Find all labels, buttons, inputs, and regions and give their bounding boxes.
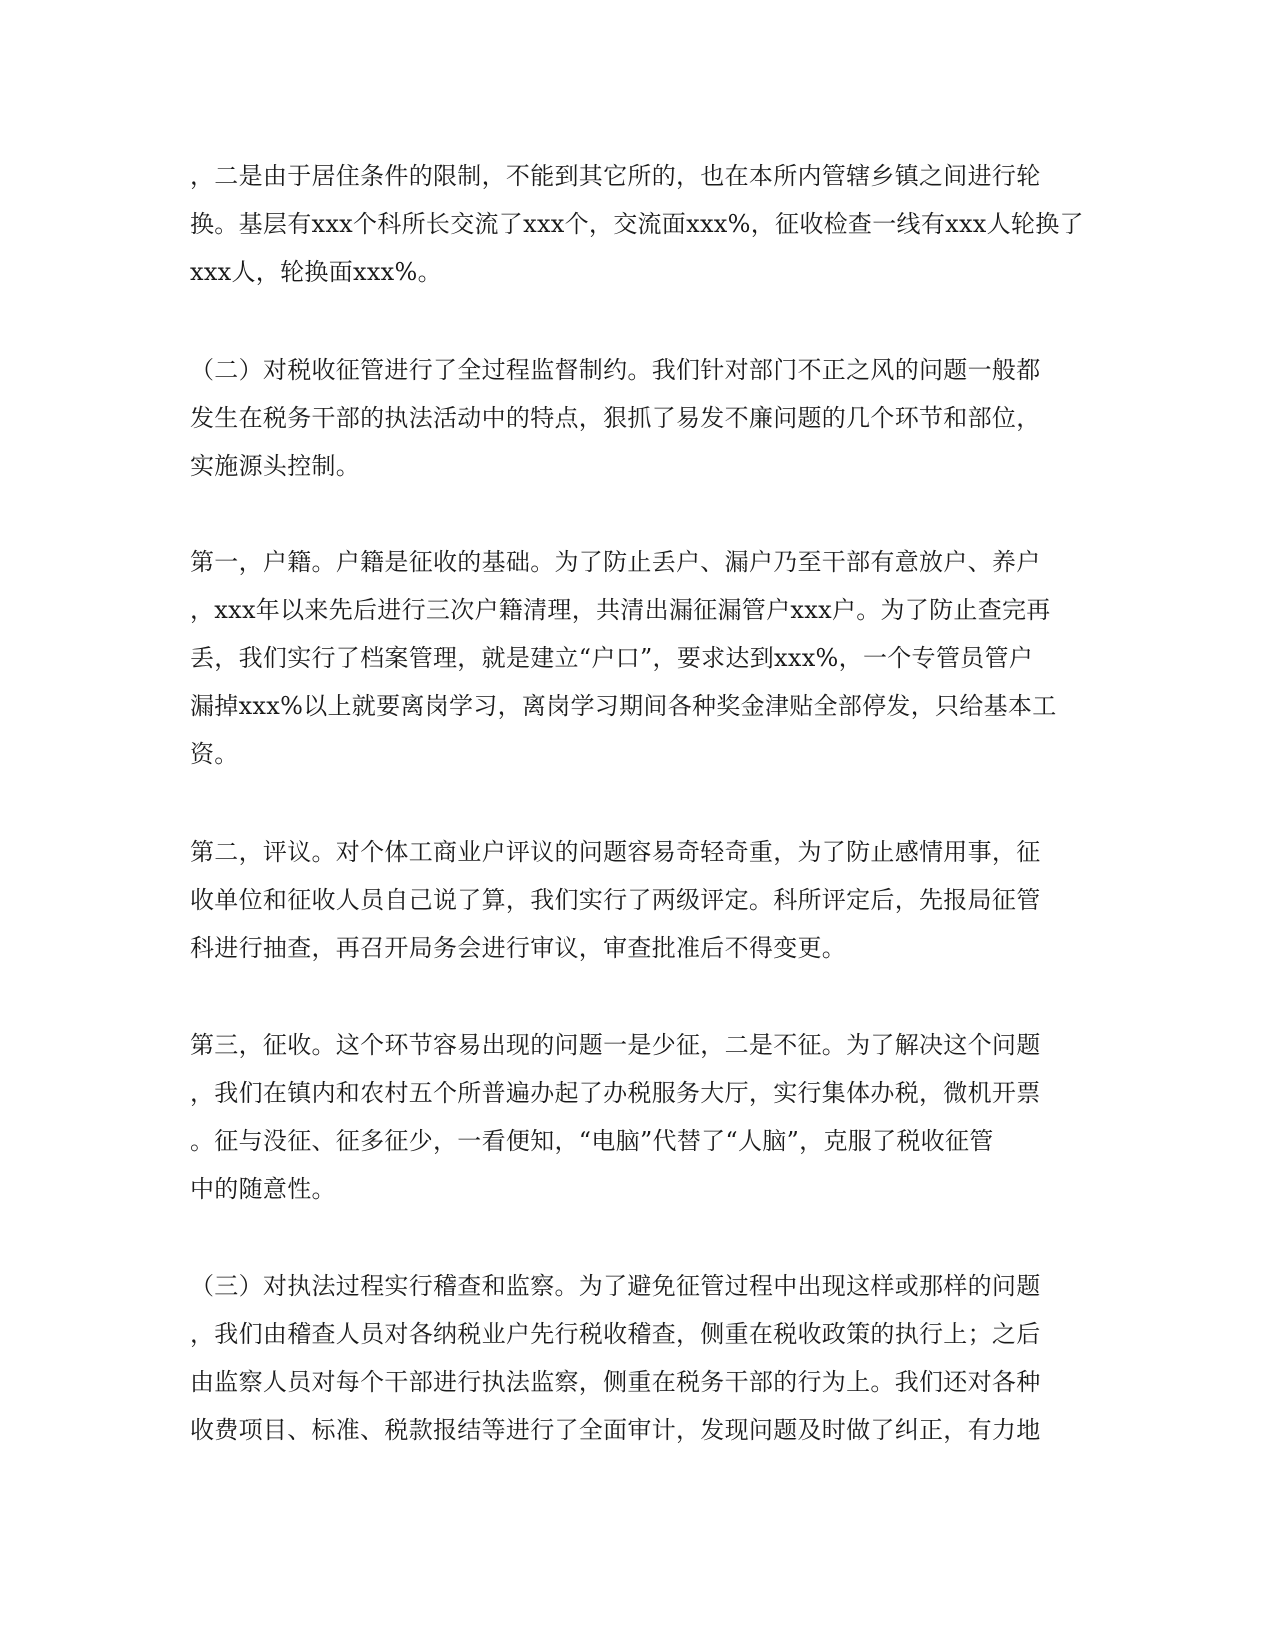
text-line: 漏掉xxx%以上就要离岗学习，离岗学习期间各种奖金津贴全部停发，只给基本工 <box>190 692 1057 720</box>
text-line: 收费项目、标准、税款报结等进行了全面审计，发现问题及时做了纠正，有力地 <box>190 1416 1041 1444</box>
text-line: 实施源头控制。 <box>190 452 361 480</box>
text-line: ，我们由稽查人员对各纳税业户先行税收稽查，侧重在税收政策的执行上；之后 <box>190 1320 1041 1348</box>
text-line: 第一，户籍。户籍是征收的基础。为了防止丢户、漏户乃至干部有意放户、养户 <box>190 548 1041 576</box>
text-line: 丢，我们实行了档案管理，就是建立“户口”，要求达到xxx%，一个专管员管户 <box>190 644 1034 672</box>
text-line: 中的随意性。 <box>190 1175 336 1203</box>
text-line: xxx人，轮换面xxx%。 <box>190 258 442 286</box>
text-line: 由监察人员对每个干部进行执法监察，侧重在税务干部的行为上。我们还对各种 <box>190 1368 1041 1396</box>
text-line: （三）对执法过程实行稽查和监察。为了避免征管过程中出现这样或那样的问题 <box>190 1272 1041 1300</box>
paragraph-household-registration <box>190 538 1070 778</box>
text-line: 科进行抽查，再召开局务会进行审议，审查批准后不得变更。 <box>190 934 847 962</box>
text-line: ，xxx年以来先后进行三次户籍清理，共清出漏征漏管户xxx户。为了防止查完再 <box>190 596 1051 624</box>
paragraph-section-two <box>190 346 1070 490</box>
text-line: （二）对税收征管进行了全过程监督制约。我们针对部门不正之风的问题一般都 <box>190 356 1041 384</box>
text-line: 。征与没征、征多征少，一看便知，“电脑”代替了“人脑”，克服了税收征管 <box>190 1127 994 1155</box>
text-line: 换。基层有xxx个科所长交流了xxx个，交流面xxx%，征收检查一线有xxx人轮换了 <box>190 210 1084 238</box>
text-line: 第三，征收。这个环节容易出现的问题一是少征，二是不征。为了解决这个问题 <box>190 1031 1041 1059</box>
paragraph-staff-rotation <box>190 152 1084 296</box>
paragraph-collection <box>190 1021 1070 1213</box>
paragraph-evaluation <box>190 828 1070 972</box>
text-line: 收单位和征收人员自己说了算，我们实行了两级评定。科所评定后，先报局征管 <box>190 886 1041 914</box>
text-line: 第二，评议。对个体工商业户评议的问题容易奇轻奇重，为了防止感情用事，征 <box>190 838 1041 866</box>
paragraph-section-three <box>190 1262 1070 1454</box>
text-line: ，我们在镇内和农村五个所普遍办起了办税服务大厅，实行集体办税，微机开票 <box>190 1079 1041 1107</box>
text-line: 发生在税务干部的执法活动中的特点，狠抓了易发不廉问题的几个环节和部位， <box>190 404 1041 432</box>
text-line: 资。 <box>190 740 239 768</box>
text-line: ，二是由于居住条件的限制，不能到其它所的，也在本所内管辖乡镇之间进行轮 <box>190 162 1041 190</box>
